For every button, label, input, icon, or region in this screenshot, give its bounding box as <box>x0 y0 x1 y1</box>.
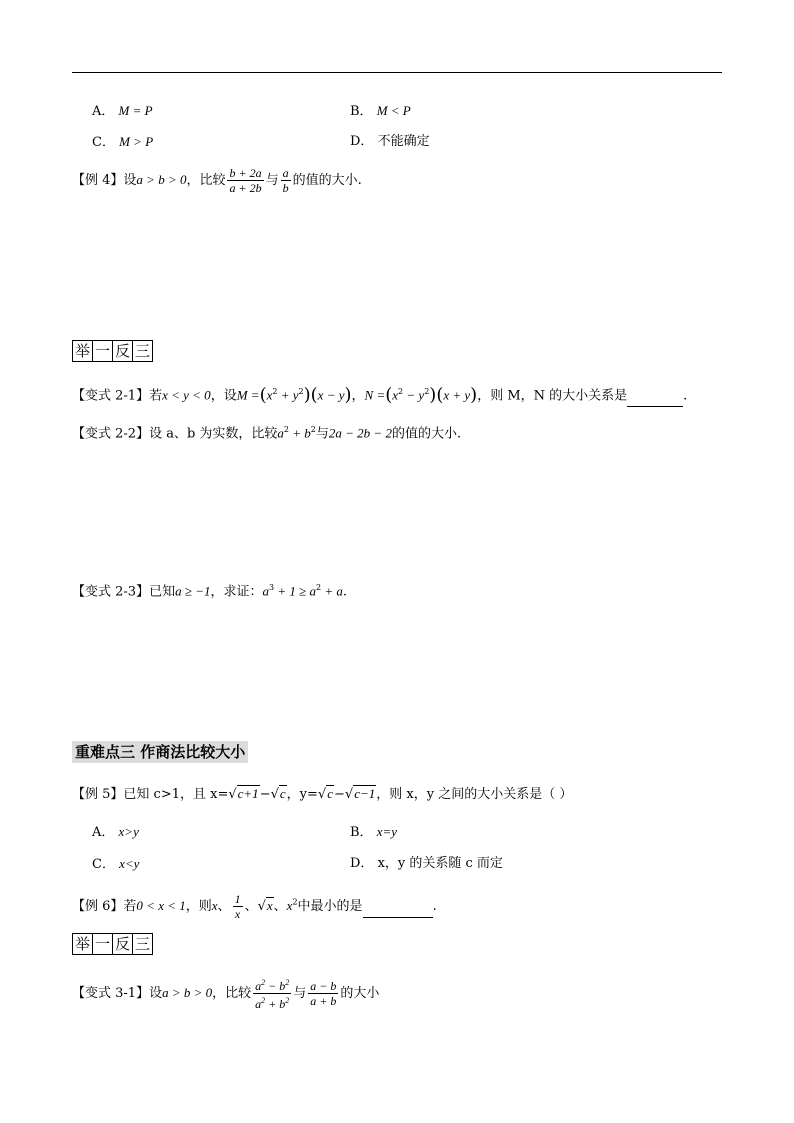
option-c <box>92 132 153 153</box>
text: 已知 c>1，且 x= <box>123 787 229 802</box>
problem-tag: 【例 4】 <box>72 173 124 188</box>
problem-tag: 【变式 2-1】 <box>72 388 150 404</box>
option-d <box>350 132 430 152</box>
sqrt: √c <box>270 786 286 802</box>
option-a <box>92 101 153 122</box>
expr: x + y <box>443 387 471 403</box>
text: − <box>334 787 345 802</box>
banner-char: 一 <box>92 340 113 362</box>
paren: ) <box>429 384 437 406</box>
option-label: D． <box>350 134 374 149</box>
text: ，设 <box>210 388 237 404</box>
expr: x <box>211 898 218 913</box>
text: 、 <box>244 899 258 914</box>
option-label: B． <box>350 104 373 119</box>
text: ，则 M，N 的大小关系是 <box>477 388 628 404</box>
paren: ( <box>310 384 318 406</box>
option-expr: M = P <box>118 103 153 118</box>
option-label: A． <box>92 825 115 840</box>
option-label: B． <box>350 825 373 840</box>
radicand: c+1 <box>237 786 259 801</box>
numerator: $a^2 - b^2$ <box>255 978 290 993</box>
text: ，则 <box>185 899 212 914</box>
text: ，则 x，y 之间的大小关系是（ ） <box>376 787 573 802</box>
numerator: 1 <box>234 892 241 906</box>
option-c <box>92 854 139 875</box>
condition: 0 < x < 1 <box>136 898 186 913</box>
option-label: D． <box>350 856 374 871</box>
text: ， <box>351 388 365 404</box>
text: ，y= <box>286 787 318 802</box>
expr: + b <box>265 997 286 1011</box>
text: 、 <box>217 899 231 914</box>
problem-tag: 【变式 3-1】 <box>72 986 150 1001</box>
option-label: C． <box>92 135 115 150</box>
option-b <box>350 101 411 122</box>
banner-char: 反 <box>112 340 133 362</box>
option-d <box>350 854 503 874</box>
expr: + y <box>277 387 299 403</box>
fraction <box>308 979 338 1008</box>
expr: a <box>255 997 262 1011</box>
sqrt: √c−1 <box>344 786 376 802</box>
text: ，求证： <box>210 584 263 600</box>
expr: − b <box>265 979 286 993</box>
expr: N = <box>364 387 386 403</box>
radicand: c−1 <box>354 786 376 801</box>
text: 已知 <box>149 584 176 600</box>
expr: a <box>277 425 284 441</box>
denominator: a + 2b <box>229 181 262 195</box>
banner-char: 一 <box>92 933 113 955</box>
problem-tag: 【变式 2-3】 <box>72 584 150 600</box>
text: 与 <box>315 426 329 442</box>
numerator: a − b <box>310 979 337 993</box>
problem-tag: 【变式 2-2】 <box>72 426 150 442</box>
text: ，比较 <box>186 173 226 188</box>
denominator: b <box>282 181 289 195</box>
option-expr: M > P <box>119 134 154 149</box>
problem-tag: 【例 6】 <box>72 899 124 914</box>
paren: ( <box>436 384 444 406</box>
fraction <box>227 166 263 195</box>
expr: M = <box>236 387 260 403</box>
text: 的大小 <box>340 986 380 1001</box>
paren: ) <box>303 384 311 406</box>
text: . <box>683 388 688 404</box>
radicand: c <box>279 786 286 801</box>
example-6: 【例 6】若0 < x < 1，则x、 $\frac{1}{x}$ 、√x、$x^2$中最小的是 . <box>72 892 437 921</box>
option-label: C． <box>92 857 115 872</box>
option-b <box>350 822 397 843</box>
answer-blank[interactable] <box>627 386 683 407</box>
text: . <box>432 899 437 914</box>
variant-3-1 <box>72 976 379 1011</box>
text: 若 <box>149 388 163 404</box>
text: 的值的大小. <box>292 173 362 188</box>
option-text: x>y <box>118 824 139 839</box>
expr: x − y <box>317 387 345 403</box>
fraction <box>281 166 291 195</box>
paren: ( <box>385 384 393 406</box>
condition: x < y < 0 <box>162 387 211 403</box>
option-expr: M < P <box>376 103 411 118</box>
expr: + a <box>321 583 343 599</box>
variant-2-3: 【变式 2-3】已知a ≥ −1，求证：$a^3 + 1 \ge a^2 + a$. <box>72 583 348 600</box>
option-a <box>92 822 139 843</box>
text: ，比较 <box>212 986 252 1001</box>
numerator: a <box>282 166 289 180</box>
text: 中最小的是 <box>297 899 363 914</box>
banner-char: 反 <box>112 933 133 955</box>
option-text: 不能确定 <box>377 134 430 149</box>
radicand: c <box>327 786 333 801</box>
problem-tag: 【例 5】 <box>72 787 124 802</box>
banner-char: 三 <box>132 933 153 955</box>
sqrt: √c+1 <box>228 786 259 802</box>
expr: a <box>255 979 262 993</box>
expr: x <box>392 387 399 403</box>
radicand: x <box>266 898 273 913</box>
section-heading: 重难点三 作商法比较大小 <box>72 741 248 763</box>
expr: x <box>286 898 293 913</box>
text: − <box>259 787 271 802</box>
expr: a <box>262 583 270 599</box>
practice-banner <box>72 933 152 955</box>
variant-2-1: 【变式 2-1】若x < y < 0，设$M =(x^2 + y^2)(x - y)$，$N =(x^2 - y^2)(x + y)$，则 M，N 的大小关系是 . <box>72 384 688 406</box>
text: 设 <box>149 986 163 1001</box>
option-text: x，y 的关系随 c 而定 <box>377 856 503 871</box>
example-4 <box>72 166 362 195</box>
text: 的值的大小. <box>391 426 462 442</box>
expr: 2a − 2b − 2 <box>328 425 392 441</box>
expr: + b <box>289 425 311 441</box>
text: 若 <box>123 899 137 914</box>
expr: − y <box>403 387 425 403</box>
denominator: $a^2 + b^2$ <box>255 996 290 1011</box>
expr: + 1 ≥ a <box>274 583 317 599</box>
answer-blank[interactable] <box>363 897 433 918</box>
text: 设 a、b 为实数，比较 <box>149 426 278 442</box>
fraction <box>253 976 291 1011</box>
option-text: x=y <box>376 824 398 839</box>
fraction <box>233 892 243 921</box>
option-label: A． <box>92 104 115 119</box>
option-text: x<y <box>119 856 140 871</box>
paren: ) <box>344 384 352 406</box>
example-5 <box>72 784 572 805</box>
denominator: x <box>234 907 241 921</box>
condition: a > b > 0 <box>162 985 213 1000</box>
expr: x <box>266 387 273 403</box>
denominator: a + b <box>310 994 337 1008</box>
condition: a > b > 0 <box>136 172 187 187</box>
text: 与 <box>265 173 279 188</box>
variant-2-2: 【变式 2-2】设 a、b 为实数，比较$a^2 + b^2$与2a − 2b − 2的值的大小. <box>72 425 462 442</box>
practice-banner <box>72 340 152 362</box>
text: 设 <box>123 173 137 188</box>
header-rule <box>72 72 722 73</box>
sqrt: √c <box>317 786 333 802</box>
text: . <box>342 584 348 600</box>
sqrt: √x <box>257 898 273 914</box>
paren: ( <box>259 384 267 406</box>
banner-char: 举 <box>72 933 93 955</box>
text: 与 <box>293 986 307 1001</box>
text: 、 <box>273 899 287 914</box>
condition: a ≥ −1 <box>175 583 211 599</box>
banner-char: 三 <box>132 340 153 362</box>
numerator: b + 2a <box>229 166 262 180</box>
paren: ) <box>470 384 478 406</box>
banner-char: 举 <box>72 340 93 362</box>
